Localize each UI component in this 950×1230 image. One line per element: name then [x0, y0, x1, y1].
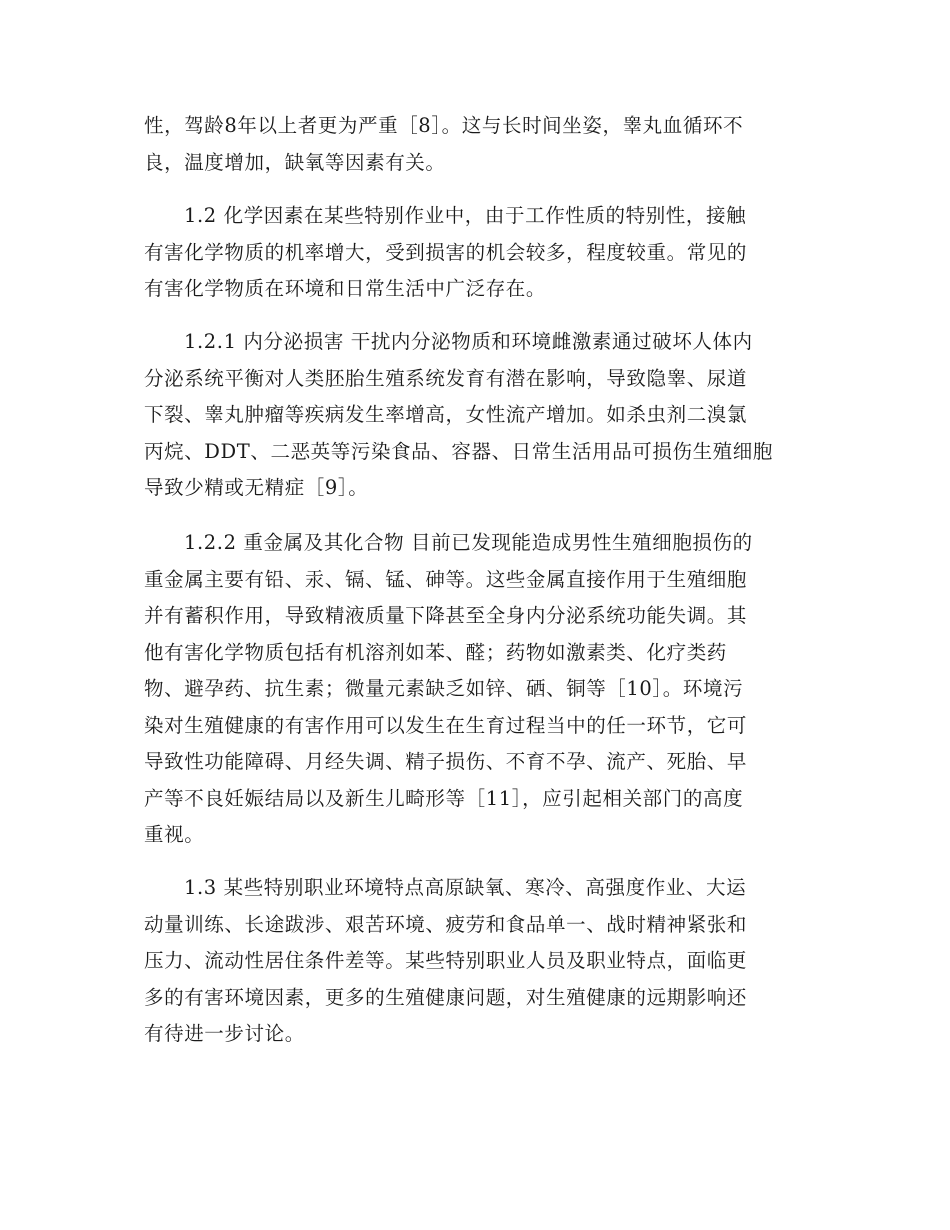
text-line: 导致少精或无精症［9］。 — [144, 476, 369, 499]
text-line: 1.2.1 内分泌损害 干扰内分泌物质和环境雌激素通过破坏人体内 — [184, 330, 753, 353]
text-line: 丙烷、DDT、二恶英等污染食品、容器、日常生活用品可损伤生殖细胞 — [144, 439, 773, 463]
text-line: 他有害化学物质包括有机溶剂如苯、醛；药物如激素类、化疗类药 — [144, 640, 727, 664]
paragraph-section-1-3 — [144, 870, 808, 1053]
text-line: 有害化学物质的机率增大，受到损害的机会较多，程度较重。常见的 — [144, 240, 748, 264]
text-line: 良，温度增加，缺氧等因素有关。 — [144, 150, 446, 174]
paragraph-section-1-2-2 — [144, 525, 808, 854]
text-line: 1.3 某些特别职业环境特点高原缺氧、寒冷、高强度作业、大运 — [184, 876, 747, 899]
text-line: 动量训练、长途跋涉、艰苦环境、疲劳和食品单一、战时精神紧张和 — [144, 912, 748, 936]
text-line: 下裂、睾丸肿瘤等疾病发生率增高，女性流产增加。如杀虫剂二溴氯 — [144, 403, 748, 426]
text-line: 导致性功能障碍、月经失调、精子损伤、不育不孕、流产、死胎、早 — [144, 750, 748, 773]
text-line: 重金属主要有铅、汞、镉、锰、砷等。这些金属直接作用于生殖细胞 — [144, 567, 748, 591]
paragraph-section-1-2 — [144, 198, 808, 308]
text-line: 1.2 化学因素在某些特别作业中，由于工作性质的特别性，接触 — [184, 204, 747, 227]
text-line: 多的有害环境因素，更多的生殖健康问题，对生殖健康的远期影响还 — [144, 985, 748, 1009]
text-line: 产等不良妊娠结局以及新生儿畸形等［11］，应引起相关部门的高度 — [144, 786, 744, 810]
text-line: 染对生殖健康的有害作用可以发生在生育过程当中的任一环节，它可 — [144, 713, 748, 737]
text-line: 物、避孕药、抗生素；微量元素缺乏如锌、硒、铜等［10］。环境污 — [144, 677, 744, 700]
text-line: 并有蓄积作用，导致精液质量下降甚至全身内分泌系统功能失调。其 — [144, 604, 748, 627]
text-line: 有害化学物质在环境和日常生活中广泛存在。 — [144, 277, 547, 300]
paragraph-section-1-2-1 — [144, 324, 808, 507]
text-line: 性，驾龄8年以上者更为严重［8］。这与长时间坐姿，睾丸血循环不 — [144, 114, 744, 137]
text-line: 重视。 — [144, 823, 205, 846]
text-line: 有待进一步讨论。 — [144, 1022, 305, 1045]
text-line: 分泌系统平衡对人类胚胎生殖系统发育有潜在影响，导致隐睾、尿道 — [144, 366, 748, 390]
paragraph-1 — [144, 108, 808, 181]
text-line: 压力、流动性居住条件差等。某些特别职业人员及职业特点，面临更 — [144, 949, 748, 972]
text-line: 1.2.2 重金属及其化合物 目前已发现能造成男性生殖细胞损伤的 — [184, 531, 753, 554]
